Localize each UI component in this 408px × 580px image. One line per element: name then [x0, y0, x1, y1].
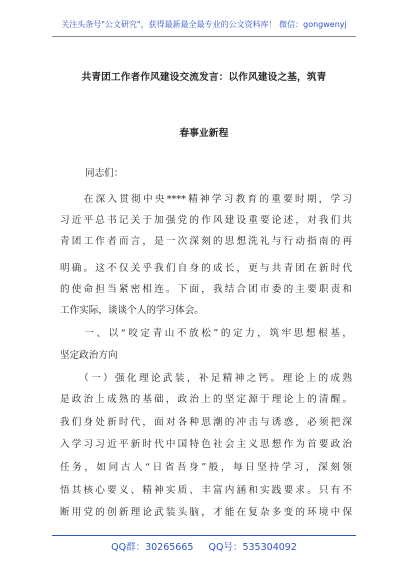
page-header-promo: 关注头条号"公文研究"，获得最新最全最专业的公文资料库！ 微信：gongwenyj	[61, 20, 347, 29]
greeting: 同志们：	[85, 168, 124, 179]
body-line: 是政治上成熟的基础，政治上的坚定源于理论上的清醒。	[60, 394, 352, 405]
document-title-line-2: 春事业新程	[179, 128, 229, 139]
body-line: （一）强化理论武装，补足精神之钙。理论上的成熟	[60, 373, 352, 384]
body-line: 在深入贯彻中央****精神学习教育的重要时期，学习	[60, 194, 352, 205]
page-footer-contact: QQ群：30265665 QQ号：535304092	[111, 542, 297, 553]
body-line: 青团工作者而言，是一次深刻的思想洗礼与行动指南的再	[60, 236, 352, 247]
section-heading-line: 坚定政治方向	[60, 350, 118, 361]
body-line: 入学习习近平新时代中国特色社会主义思想作为首要政治	[60, 439, 352, 450]
body-line: 任务，如同古人“日省吾身”般，每日坚持学习，深刻领	[60, 462, 352, 473]
footer-divider	[52, 535, 356, 536]
section-heading-line: 一、以“咬定青山不放松”的定力，筑牢思想根基，	[60, 328, 352, 339]
body-line: 悟其核心要义、精神实质、丰富内涵和实践要求。只有不	[60, 485, 352, 496]
body-line: 的使命担当紧密相连。下面，我结合团市委的主要职责和	[60, 284, 352, 295]
body-line: 工作实际，谈谈个人的学习体会。	[60, 305, 204, 316]
body-line: 习近平总书记关于加强党的作风建设重要论述，对我们共	[60, 215, 352, 226]
body-line: 明确。这不仅关乎我们自身的成长，更与共青团在新时代	[60, 263, 352, 274]
body-line: 断用党的创新理论武装头脑，才能在复杂多变的环境中保	[60, 507, 352, 518]
header-divider	[52, 36, 356, 37]
document-title-line-1: 共青团工作者作风建设交流发言：以作风建设之基，筑青	[81, 72, 327, 83]
body-line: 我们身处新时代，面对各种思潮的冲击与诱惑，必须把深	[60, 417, 352, 428]
